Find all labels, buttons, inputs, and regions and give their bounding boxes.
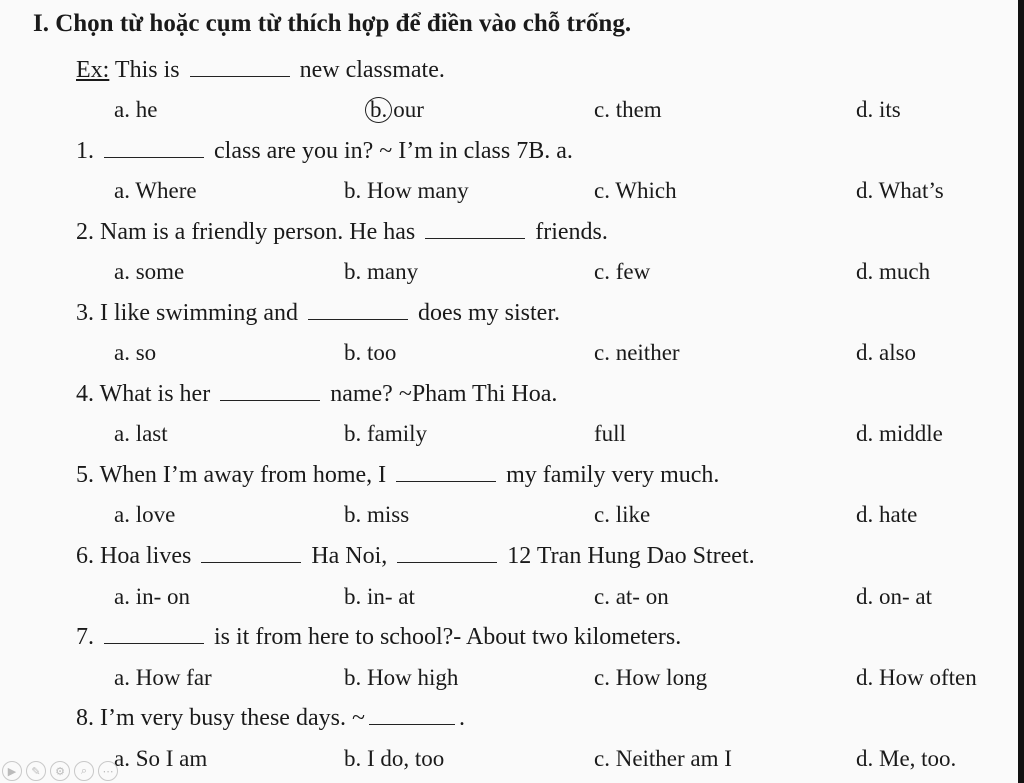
- q8-option-b: b. I do, too: [344, 746, 445, 771]
- example-line: [76, 55, 445, 85]
- q1-option-b: b. How many: [344, 178, 469, 203]
- more-icon[interactable]: ⋯: [98, 761, 118, 781]
- zoom-icon[interactable]: ⌕: [74, 761, 94, 781]
- question-text-before: When I’m away from home, I: [99, 462, 387, 488]
- question-1: [76, 136, 573, 166]
- question-text-before: Hoa lives: [100, 543, 192, 569]
- question-7: [76, 622, 681, 652]
- answer-blank: [220, 382, 320, 401]
- answer-blank: [190, 58, 290, 77]
- answer-blank: [369, 706, 455, 725]
- viewer-toolbar: [2, 761, 118, 781]
- edit-icon[interactable]: ✎: [26, 761, 46, 781]
- question-text-after: .: [458, 705, 465, 731]
- question-text-before: I like swimming and: [100, 300, 298, 326]
- question-number: 8.: [76, 705, 94, 731]
- q6-option-a: a. in- on: [114, 584, 191, 609]
- question-3: [76, 298, 560, 328]
- example-text-before: This is: [114, 57, 180, 83]
- q8-option-d: d. Me, too.: [856, 746, 957, 771]
- q8-option-a: a. So I am: [114, 746, 208, 771]
- answer-blank: [425, 220, 525, 239]
- example-option-d: d. its: [856, 97, 901, 122]
- question-text-before: What is her: [99, 381, 211, 407]
- q7-option-d: d. How often: [856, 665, 977, 690]
- q1-option-a: a. Where: [114, 178, 197, 203]
- q3-option-c: c. neither: [594, 340, 680, 365]
- q4-option-a: a. last: [114, 421, 168, 446]
- question-text-after: friends.: [535, 219, 608, 245]
- question-6: [76, 541, 755, 571]
- q6-option-d: d. on- at: [856, 584, 933, 609]
- example-label: Ex:: [76, 57, 110, 83]
- question-text-after: my family very much.: [506, 462, 720, 488]
- question-number: 2.: [76, 219, 94, 245]
- q8-option-c: c. Neither am I: [594, 746, 732, 771]
- question-4: [76, 379, 557, 409]
- question-number: 6.: [76, 543, 94, 569]
- question-text-after: name? ~Pham Thi Hoa.: [330, 381, 558, 407]
- example-option-c: c. them: [594, 97, 662, 122]
- q5-option-b: b. miss: [344, 502, 410, 527]
- example-text-after: new classmate.: [299, 57, 445, 83]
- q2-option-b: b. many: [344, 259, 419, 284]
- q5-option-a: a. love: [114, 502, 176, 527]
- q2-option-c: c. few: [594, 259, 651, 284]
- question-text-after: 12 Tran Hung Dao Street.: [507, 543, 755, 569]
- example-option-b-text: our: [393, 97, 424, 122]
- question-text-middle: Ha Noi,: [311, 543, 388, 569]
- q7-option-a: a. How far: [114, 665, 212, 690]
- question-5: [76, 460, 719, 490]
- q6-option-b: b. in- at: [344, 584, 415, 609]
- q6-option-c: c. at- on: [594, 584, 669, 609]
- q2-option-a: a. some: [114, 259, 185, 284]
- section-title: I. Chọn từ hoặc cụm từ thích hợp để điền vào chỗ trống.: [33, 10, 632, 37]
- question-text-after: class are you in? ~ I’m in class 7B. a.: [214, 138, 573, 164]
- question-8: [76, 703, 465, 733]
- question-text-after: is it from here to school?- About two kilometers.: [214, 624, 682, 650]
- question-number: 3.: [76, 300, 94, 326]
- answer-blank: [201, 544, 301, 563]
- q4-option-c: full: [594, 421, 626, 446]
- q4-option-d: d. middle: [856, 421, 943, 446]
- question-number: 7.: [76, 624, 94, 650]
- selected-answer-circle: b.: [365, 97, 392, 123]
- question-text-before: Nam is a friendly person. He has: [100, 219, 416, 245]
- q4-option-b: b. family: [344, 421, 428, 446]
- q5-option-c: c. like: [594, 502, 651, 527]
- question-2: [76, 217, 608, 247]
- q7-option-c: c. How long: [594, 665, 708, 690]
- answer-blank: [104, 139, 204, 158]
- play-icon[interactable]: ▶: [2, 761, 22, 781]
- q5-option-d: d. hate: [856, 502, 918, 527]
- example-option-b: [365, 95, 424, 125]
- answer-blank: [397, 544, 497, 563]
- q3-option-d: d. also: [856, 340, 917, 365]
- question-number: 5.: [76, 462, 94, 488]
- q7-option-b: b. How high: [344, 665, 459, 690]
- question-text-before: I’m very busy these days. ~: [100, 705, 365, 731]
- question-text-after: does my sister.: [417, 300, 560, 326]
- answer-blank: [104, 625, 204, 644]
- q2-option-d: d. much: [856, 259, 931, 284]
- q1-option-d: d. What’s: [856, 178, 944, 203]
- question-number: 1.: [76, 138, 94, 164]
- q1-option-c: c. Which: [594, 178, 677, 203]
- q3-option-a: a. so: [114, 340, 157, 365]
- example-option-a: a. he: [114, 97, 158, 122]
- settings-icon[interactable]: ⚙: [50, 761, 70, 781]
- screen-edge: [1018, 0, 1024, 783]
- answer-blank: [308, 301, 408, 320]
- q3-option-b: b. too: [344, 340, 397, 365]
- question-number: 4.: [76, 381, 94, 407]
- answer-blank: [396, 463, 496, 482]
